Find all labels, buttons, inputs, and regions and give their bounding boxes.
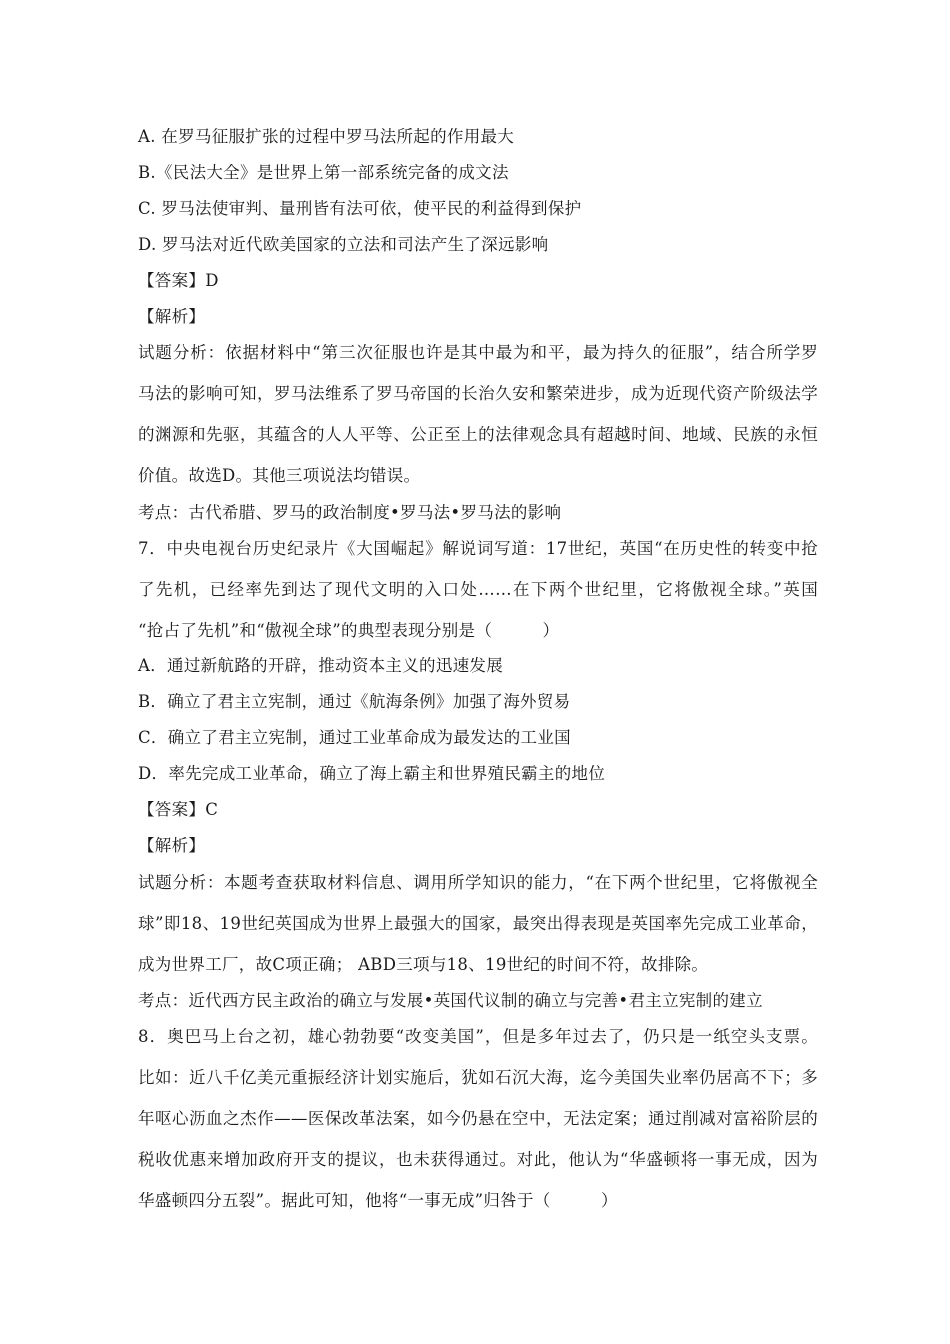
q7-analysis-line: 球”即18、19世纪英国成为世界上最强大的国家，最突出得表现是英国率先完成工业革命， xyxy=(138,914,818,933)
q7-analysis-heading: 【解析】 xyxy=(138,836,206,855)
q7-stem-line: 7．中央电视台历史纪录片《大国崛起》解说词写道：17世纪，英国“在历史性的转变中抢 xyxy=(138,539,818,558)
q6-option-d: D. 罗马法对近代欧美国家的立法和司法产生了深远影响 xyxy=(138,235,549,254)
q7-option-d: D．率先完成工业革命，确立了海上霸主和世界殖民霸主的地位 xyxy=(138,764,606,783)
q6-option-b: B.《民法大全》是世界上第一部系统完备的成文法 xyxy=(138,163,509,182)
q6-answer: 【答案】D xyxy=(138,271,219,290)
q6-option-a: A. 在罗马征服扩张的过程中罗马法所起的作用最大 xyxy=(138,127,515,146)
q6-option-c: C. 罗马法使审判、量刑皆有法可依，使平民的利益得到保护 xyxy=(138,199,582,218)
q8-stem-line: 税收优惠来增加政府开支的提议，也未获得通过。对此，他认为“华盛顿将一事无成，因为 xyxy=(138,1150,818,1169)
q6-analysis-heading: 【解析】 xyxy=(138,307,206,326)
q7-option-a: A．通过新航路的开辟，推动资本主义的迅速发展 xyxy=(138,656,504,675)
q8-stem-line: 华盛顿四分五裂”。据此可知，他将“一事无成”归咎于（ ） xyxy=(138,1191,618,1210)
q7-analysis-line: 试题分析：本题考查获取材料信息、调用所学知识的能力，“在下两个世纪里，它将傲视全 xyxy=(138,873,818,892)
q8-stem-line: 比如：近八千亿美元重振经济计划实施后，犹如石沉大海，迄今美国失业率仍居高不下；多 xyxy=(138,1068,818,1087)
q7-option-b: B．确立了君主立宪制，通过《航海条例》加强了海外贸易 xyxy=(138,692,571,711)
q7-answer: 【答案】C xyxy=(138,800,219,819)
q8-stem-line: 年呕心沥血之杰作——医保改革法案，如今仍悬在空中，无法定案；通过削减对富裕阶层的 xyxy=(138,1109,818,1128)
q7-analysis-line: 成为世界工厂，故C项正确； ABD三项与18、19世纪的时间不符，故排除。 xyxy=(138,955,709,974)
q7-stem-line: 了先机，已经率先到达了现代文明的入口处……在下两个世纪里，它将傲视全球。”英国 xyxy=(138,580,818,599)
q7-option-c: C．确立了君主立宪制，通过工业革命成为最发达的工业国 xyxy=(138,728,571,747)
q7-stem-line: “抢占了先机”和“傲视全球”的典型表现分别是（ ） xyxy=(138,621,560,640)
q6-analysis-line: 的渊源和先驱，其蕴含的人人平等、公正至上的法律观念具有超越时间、地域、民族的永恒 xyxy=(138,425,818,444)
q6-analysis-line: 马法的影响可知，罗马法维系了罗马帝国的长治久安和繁荣进步，成为近现代资产阶级法学 xyxy=(138,384,818,403)
q8-stem-line: 8．奥巴马上台之初，雄心勃勃要“改变美国”，但是多年过去了，仍只是一纸空头支票。 xyxy=(138,1027,818,1046)
q6-kaodian: 考点：古代希腊、罗马的政治制度•罗马法•罗马法的影响 xyxy=(138,503,562,522)
q7-kaodian: 考点：近代西方民主政治的确立与发展•英国代议制的确立与完善•君主立宪制的建立 xyxy=(138,991,763,1010)
q6-analysis-line: 试题分析：依据材料中“第三次征服也许是其中最为和平，最为持久的征服”，结合所学罗 xyxy=(138,343,818,362)
q6-analysis-line: 价值。故选D。其他三项说法均错误。 xyxy=(138,466,421,485)
